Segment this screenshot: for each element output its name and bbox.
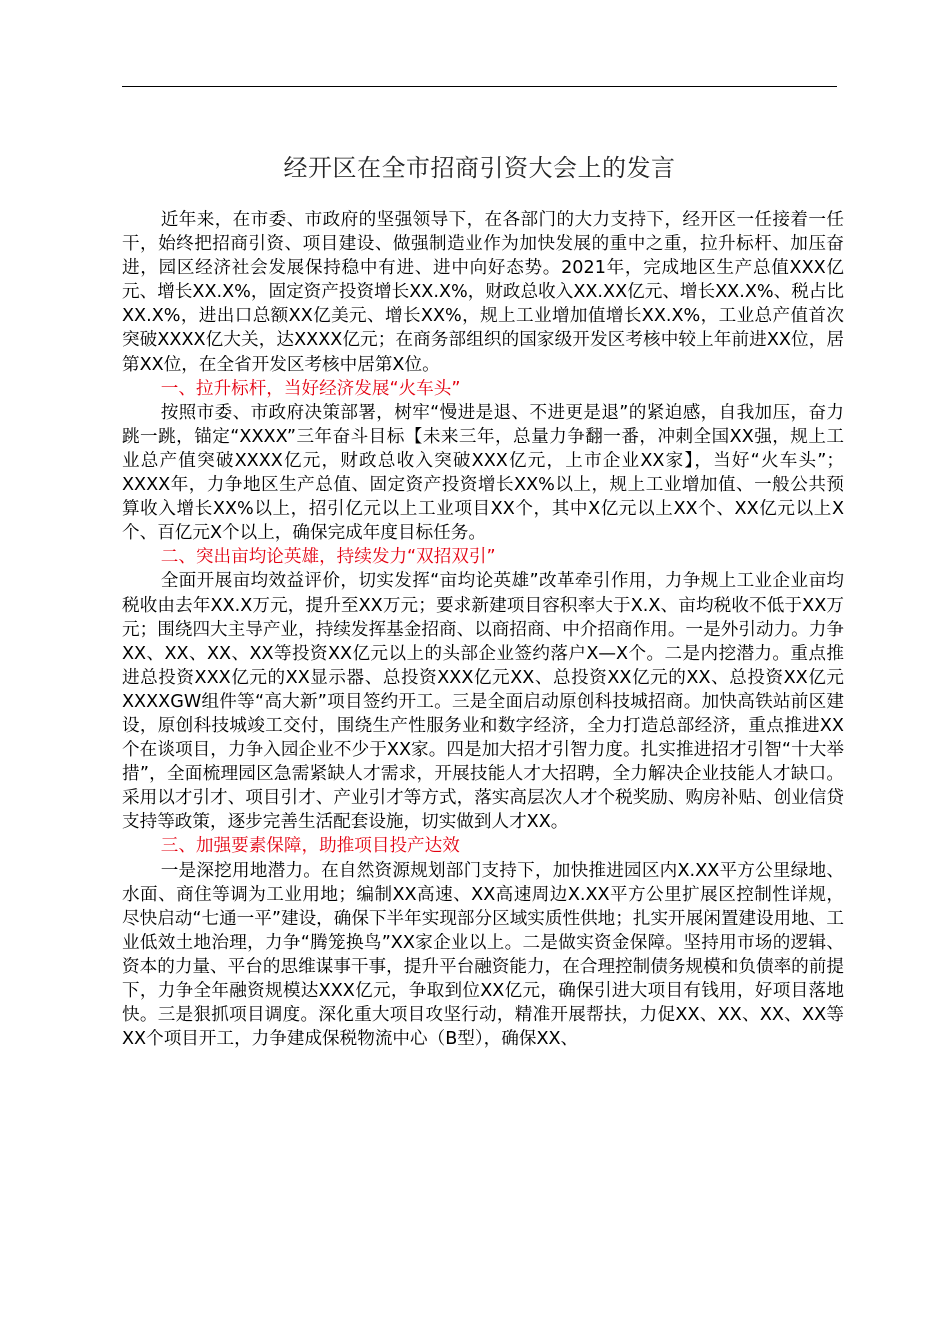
section-heading-2: 二、突出亩均论英雄，持续发力“双招双引”	[160, 547, 496, 568]
section-heading-1: 一、拉升标杆，当好经济发展“火车头”	[160, 378, 461, 399]
document-body	[122, 208, 844, 1051]
document-title: 经开区在全市招商引资大会上的发言	[283, 154, 676, 182]
section-body-3: 一是深挖用地潜力。在自然资源规划部门支持下，加快推进园区内X.XX平方公里绿地、水面、商住等调为工业用地；编制XX高速、XX高速周边X.XX平方公里扩展区控制性详规，尽快启动“七通一平”建设，确保下半年实现部分区域实质性供地；扎实开展闲置建设用地、工业低效土地治理，力争“腾笼换鸟”XX家企业以上。二是做实资金保障。坚持用市场的逻辑、资本的力量、平台的思维谋事干事，提升平台融资能力，在合理控制债务规模和负债率的前提下，力争全年融资规模达XXX亿元，争取到位XX亿元，确保引进大项目有钱用，好项目落地快。三是狠抓项目调度。深化重大项目攻坚行动，精准开展帮扶，力促XX、XX、XX、XX等XX个项目开工，力争建成保税物流中心（B型），确保XX、	[122, 860, 844, 1050]
header-divider	[122, 86, 837, 87]
intro-paragraph: 近年来，在市委、市政府的坚强领导下，在各部门的大力支持下，经开区一任接着一任干，始终把招商引资、项目建设、做强制造业作为加快发展的重中之重，拉升标杆、加压奋进，园区经济社会发展保持稳中有进、进中向好态势。2021年，完成地区生产总值XXX亿元、增长XX.X%，固定资产投资增长XX.X%，财政总收入XX.XX亿元、增长XX.X%、税占比XX.X%，进出口总额XX亿美元、增长XX%，规上工业增加值增长XX.X%，工业总产值首次突破XXXX亿大关，达XXXX亿元；在商务部组织的国家级开发区考核中较上年前进XX位，居第XX位，在全省开发区考核中居第X位。	[122, 210, 844, 375]
section-body-2: 全面开展亩均效益评价，切实发挥“亩均论英雄”改革牵引作用，力争规上工业企业亩均税收由去年XX.X万元，提升至XX万元；要求新建项目容积率大于X.X、亩均税收不低于XX万元；围绕四大主导产业，持续发挥基金招商、以商招商、中介招商作用。一是外引动力。力争XX、XX、XX、XX等投资XX亿元以上的头部企业签约落户X—X个。二是内挖潜力。重点推进总投资XXX亿元的XX显示器、总投资XXX亿元XX、总投资XX亿元的XX、总投资XX亿元XXXXGW组件等“高大新”项目签约开工。三是全面启动原创科技城招商。加快高铁站前区建设，原创科技城竣工交付，围绕生产性服务业和数字经济，全力打造总部经济，重点推进XX个在谈项目，力争入园企业不少于XX家。四是加大招才引智力度。扎实推进招才引智“十大举措”，全面梳理园区急需紧缺人才需求，开展技能人才大招聘，全力解决企业技能人才缺口。采用以才引才、项目引才、产业引才等方式，落实高层次人才个税奖励、购房补贴、创业信贷支持等政策，逐步完善生活配套设施，切实做到人才XX。	[122, 571, 844, 833]
section-body-1: 按照市委、市政府决策部署，树牢“慢进是退、不进更是退”的紧迫感，自我加压，奋力跳一跳，锚定“XXXX”三年奋斗目标【未来三年，总量力争翻一番，冲刺全国XX强，规上工业总产值突破XXXX亿元，财政总收入突破XXX亿元，上市企业XX家】，当好“火车头”；XXXX年，力争地区生产总值、固定资产投资增长XX%以上，规上工业增加值、一般公共预算收入增长XX%以上，招引亿元以上工业项目XX个，其中X亿元以上XX个、XX亿元以上X个、百亿元X个以上，确保完成年度目标任务。	[122, 402, 844, 544]
section-heading-3: 三、加强要素保障，助推项目投产达效	[160, 836, 460, 857]
